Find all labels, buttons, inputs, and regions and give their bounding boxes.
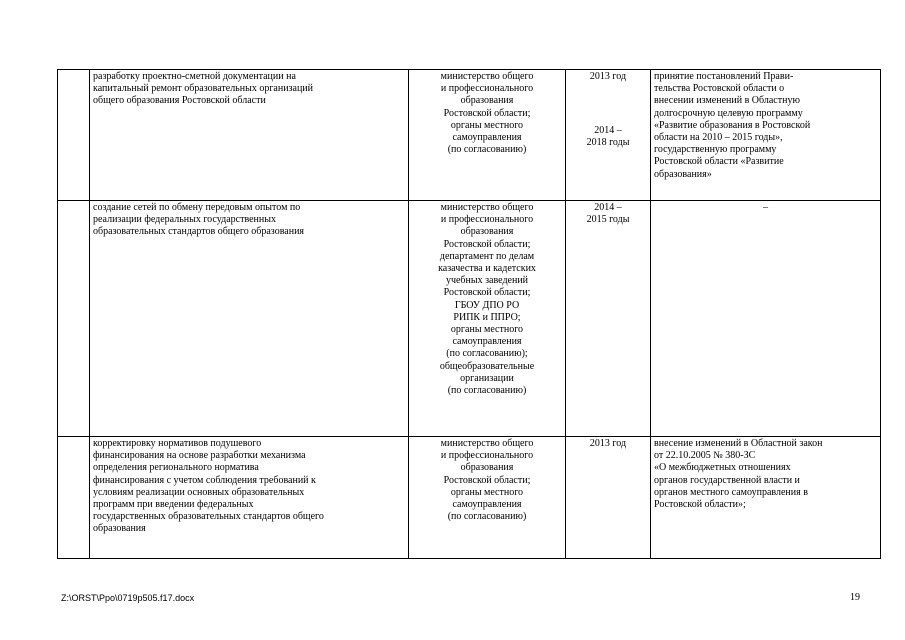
row-number-cell xyxy=(58,437,90,559)
result-line: органов местного самоуправления в xyxy=(654,486,808,498)
executor-line: Ростовской области; xyxy=(443,107,531,119)
executor-line: общеобразовательные xyxy=(439,360,535,372)
executor-line: и профессионального xyxy=(440,83,534,95)
result-line: образования» xyxy=(654,168,712,180)
result-line: «Развитие образования в Ростовской xyxy=(654,119,811,131)
executor-line: (по согласованию) xyxy=(447,144,527,156)
result-line: Ростовской области «Развитие xyxy=(654,156,784,168)
activity-line: реализации федеральных государственных xyxy=(93,214,276,226)
executor-line: организации xyxy=(460,372,514,384)
term-line: 2014 – xyxy=(594,202,622,213)
executor-line: (по согласованию); xyxy=(446,348,528,360)
term-line: 2014 – xyxy=(594,125,622,137)
term-cell xyxy=(566,201,651,437)
activity-line: капитальный ремонт образовательных организаций xyxy=(93,83,313,95)
executor-line: учебных заведений xyxy=(445,275,529,287)
executor-line: самоуправления xyxy=(452,132,522,144)
row-number-cell xyxy=(58,201,90,437)
executors-cell xyxy=(409,70,566,201)
term-line: 2015 годы xyxy=(586,214,630,226)
executor-line: департамент по делам xyxy=(439,250,535,262)
result-line: Ростовской области»; xyxy=(654,499,746,511)
executor-line: образования xyxy=(460,95,514,107)
term-cell xyxy=(566,70,651,201)
result-line: внесение изменений в Областной закон xyxy=(654,438,823,449)
result-dash: – xyxy=(763,202,768,213)
activity-line: определения регионального норматива xyxy=(93,462,259,474)
executor-line: органы местного xyxy=(450,324,524,336)
executor-line: Ростовской области; xyxy=(443,287,531,299)
table-row xyxy=(58,201,881,437)
table-row xyxy=(58,437,881,559)
footer-file-path: Z:\ORST\Ppo\0719p505.f17.docx xyxy=(61,593,195,603)
activity-line: государственных образовательных стандартов общего xyxy=(93,511,324,523)
executor-line: ГБОУ ДПО РО xyxy=(454,299,520,311)
result-line: государственную программу xyxy=(654,144,777,156)
row-number-cell xyxy=(58,70,90,201)
footer-page-number: 19 xyxy=(850,592,860,603)
term-cell xyxy=(566,437,651,559)
result-cell xyxy=(651,70,881,201)
activity-line: финансирования с учетом соблюдения требований к xyxy=(93,474,316,486)
result-line: «О межбюджетных отношениях xyxy=(654,462,791,474)
activity-line: образования xyxy=(93,523,146,535)
executor-line: и профессионального xyxy=(440,214,534,226)
executor-line: казачества и кадетских xyxy=(438,263,536,275)
activity-cell xyxy=(90,201,409,437)
executor-line: министерство общего xyxy=(440,438,534,449)
result-cell xyxy=(651,437,881,559)
activity-line: финансирования на основе разработки механизма xyxy=(93,450,306,462)
executor-line: (по согласованию) xyxy=(447,511,527,523)
result-line: органов государственной власти и xyxy=(654,474,800,486)
result-line: принятие постановлений Прави- xyxy=(654,71,794,82)
executor-line: РИПК и ППРО; xyxy=(453,311,521,323)
executors-cell xyxy=(409,201,566,437)
activity-line: разработку проектно-сметной документации на xyxy=(93,71,296,82)
activities-table xyxy=(57,69,881,559)
executor-line: и профессионального xyxy=(440,450,534,462)
executor-line: образования xyxy=(460,226,514,238)
result-line: от 22.10.2005 № 380-ЗС xyxy=(654,450,756,462)
executor-line: (по согласованию) xyxy=(447,385,527,397)
executor-line: органы местного xyxy=(450,119,524,131)
activity-line: корректировку нормативов подушевого xyxy=(93,438,262,449)
activity-line: образовательных стандартов общего образования xyxy=(93,226,305,238)
activity-line: общего образования Ростовской области xyxy=(93,95,266,107)
executor-line: Ростовской области; xyxy=(443,474,531,486)
executor-line: самоуправления xyxy=(452,336,522,348)
result-line: долгосрочную целевую программу xyxy=(654,107,803,119)
result-line: внесении изменений в Областную xyxy=(654,95,800,107)
table-row xyxy=(58,70,881,201)
executor-line: министерство общего xyxy=(440,71,534,82)
executors-cell xyxy=(409,437,566,559)
result-line: области на 2010 – 2015 годы», xyxy=(654,132,783,144)
result-line: тельства Ростовской области о xyxy=(654,83,785,95)
term-line: 2013 год xyxy=(589,438,627,449)
term-line: 2018 годы xyxy=(586,137,630,149)
result-cell xyxy=(651,201,881,437)
executor-line: Ростовской области; xyxy=(443,238,531,250)
executor-line: министерство общего xyxy=(440,202,534,213)
executor-line: самоуправления xyxy=(452,499,522,511)
activity-line: создание сетей по обмену передовым опытом по xyxy=(93,202,301,213)
activity-cell xyxy=(90,70,409,201)
activity-line: условиям реализации основных образовательных xyxy=(93,486,305,498)
activity-line: программ при введении федеральных xyxy=(93,499,254,511)
activity-cell xyxy=(90,437,409,559)
term-line: 2013 год xyxy=(589,71,627,82)
executor-line: образования xyxy=(460,462,514,474)
executor-line: органы местного xyxy=(450,486,524,498)
